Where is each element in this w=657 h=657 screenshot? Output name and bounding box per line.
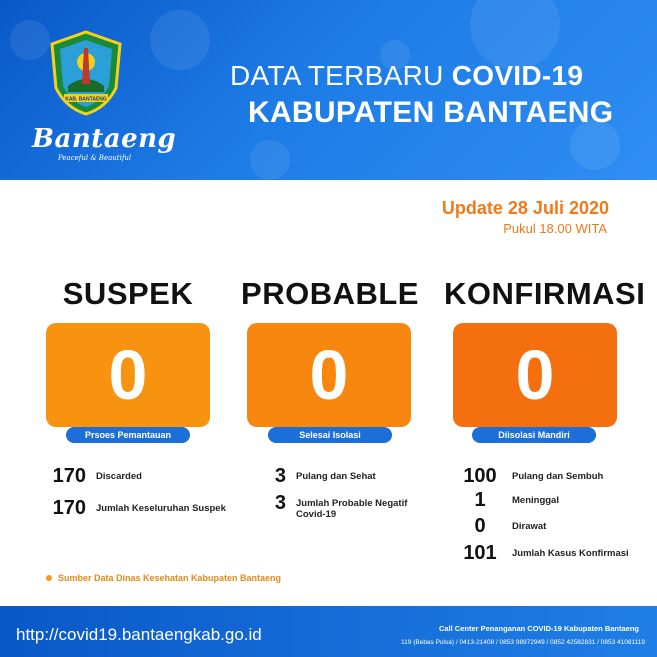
brand-tagline: Peaceful & Beautiful <box>58 154 132 162</box>
stat-row <box>270 492 426 520</box>
suspek-count-box: 0 <box>46 323 210 427</box>
stat-row <box>46 497 226 520</box>
probable-count-box: 0 <box>247 323 411 427</box>
stat-row <box>458 542 629 565</box>
footer-bar <box>0 606 657 657</box>
page-title-line2: KABUPATEN BANTAENG <box>248 96 614 129</box>
konfirmasi-title: KONFIRMASI <box>444 276 646 311</box>
data-source-note: Sumber Data Dinas Kesehatan Kabupaten Bantaeng <box>58 573 282 583</box>
bullet-icon <box>46 575 52 581</box>
virus-decoration <box>10 20 50 60</box>
stat-number: 100 <box>463 465 497 487</box>
stat-label: Pulang dan Sembuh <box>512 471 604 482</box>
stat-number: 170 <box>52 497 86 519</box>
stat-label: Jumlah Kasus Konfirmasi <box>512 548 629 559</box>
website-link[interactable]: http://covid19.bantaengkab.go.id <box>16 625 262 644</box>
update-time: Pukul 18.00 WITA <box>503 221 607 236</box>
probable-title: PROBABLE <box>241 276 419 311</box>
stat-number: 3 <box>274 465 286 487</box>
stat-label: Discarded <box>96 471 142 482</box>
konfirmasi-status-pill: Diisolasi Mandiri <box>472 427 596 443</box>
stat-row <box>458 465 603 488</box>
stat-number: 101 <box>463 542 497 564</box>
suspek-status-pill: Prsoes Pemantauan <box>66 427 190 443</box>
stat-label: Dirawat <box>512 521 547 532</box>
konfirmasi-count-box: 0 <box>453 323 617 427</box>
page-title-line1: DATA TERBARU COVID-19 <box>230 60 584 91</box>
stat-number: 1 <box>474 489 486 511</box>
svg-text:KAB. BANTAENG: KAB. BANTAENG <box>65 96 107 103</box>
stat-row <box>458 515 546 538</box>
update-date: Update 28 Juli 2020 <box>441 198 609 218</box>
brand-wordmark: Bantaeng <box>32 124 177 154</box>
stat-row <box>458 489 559 512</box>
header-banner <box>0 0 657 180</box>
stat-row <box>46 465 142 488</box>
virus-decoration <box>150 10 210 70</box>
call-center-title: Call Center Penanganan COVID-19 Kabupaten Bantaeng <box>438 624 639 633</box>
regency-seal-icon <box>46 28 126 118</box>
stat-number: 170 <box>52 465 86 487</box>
stat-label: Meninggal <box>512 495 559 506</box>
call-center-phones: 119 (Bebas Pulsa) / 0413-21408 / 0853 98972949 / 0852 42582831 / 0853 41081119 <box>401 639 645 646</box>
suspek-title: SUSPEK <box>62 276 194 311</box>
stat-row <box>270 465 376 488</box>
stat-label: Jumlah Probable Negatif Covid-19 <box>296 498 408 520</box>
stat-number: 0 <box>474 515 486 537</box>
virus-decoration <box>250 140 290 180</box>
probable-status-pill: Selesai Isolasi <box>268 427 392 443</box>
stat-label: Pulang dan Sehat <box>296 471 376 482</box>
stat-label: Jumlah Keseluruhan Suspek <box>96 503 226 514</box>
stat-number: 3 <box>274 492 286 514</box>
